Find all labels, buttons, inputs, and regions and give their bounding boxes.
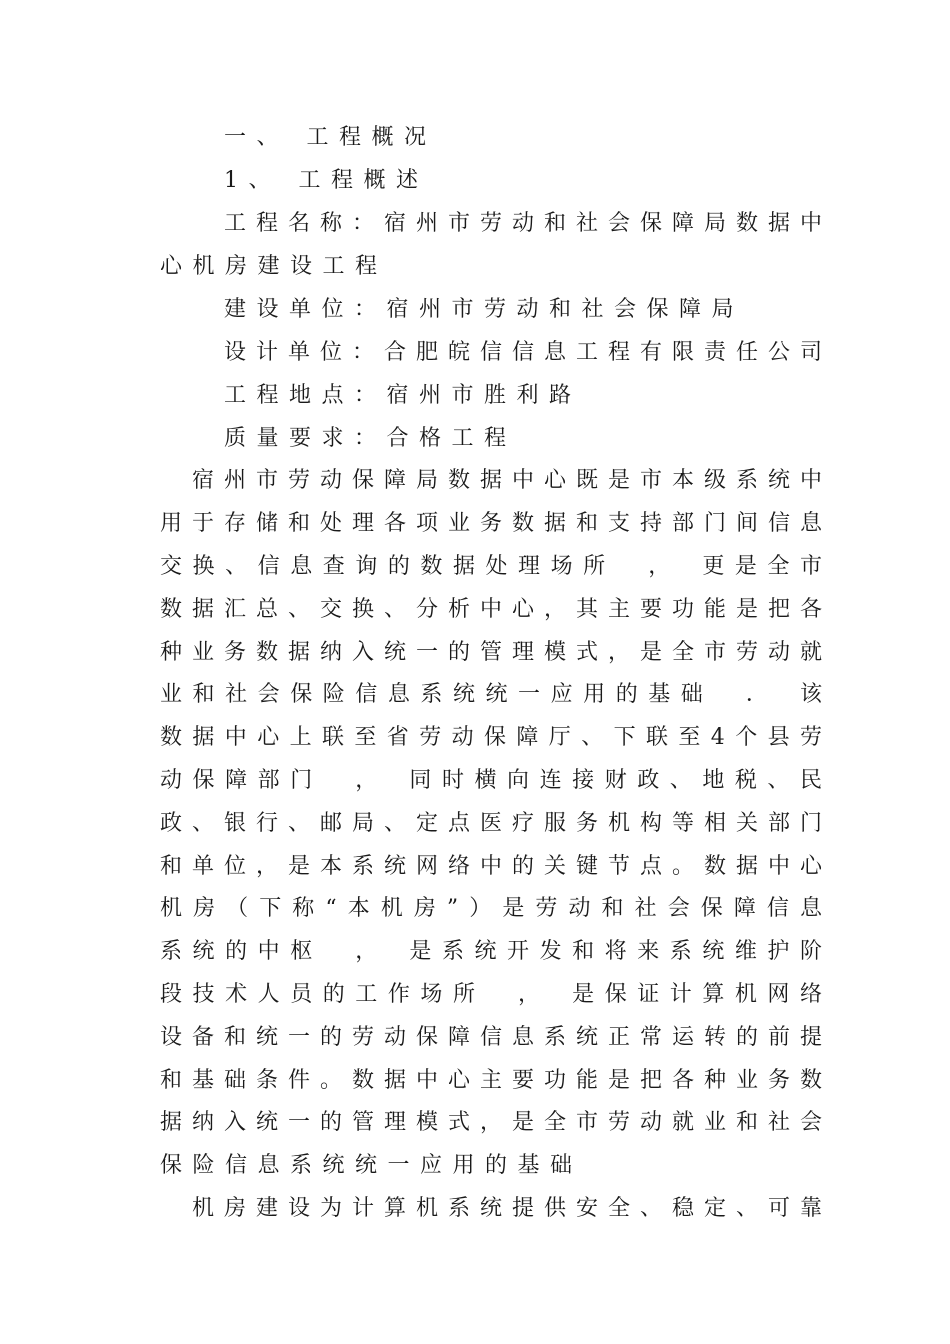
location-line: 工程地点：宿州市胜利路 xyxy=(224,383,582,408)
paragraph-line: 数据汇总、交换、分析中心，其主要功能是把各 xyxy=(160,597,822,622)
project-name-line-1: 工程名称：宿州市劳动和社会保障局数据中 xyxy=(224,211,822,236)
designer-line: 设计单位：合肥皖信信息工程有限责任公司 xyxy=(224,340,822,365)
paragraph-line: 政、银行、邮局、定点医疗服务机构等相关部门 xyxy=(160,811,822,836)
paragraph-line: 业和社会保险信息系统统一应用的基础 ． 该 xyxy=(160,682,822,707)
project-name-line-2: 心机房建设工程 xyxy=(160,254,388,279)
paragraph-line: 动保障部门 ， 同时横向连接财政、地税、民 xyxy=(160,768,822,793)
paragraph-line: 种业务数据纳入统一的管理模式，是全市劳动就 xyxy=(160,640,822,665)
paragraph-line: 系统的中枢 ， 是系统开发和将来系统维护阶 xyxy=(160,939,822,964)
paragraph-line: 据纳入统一的管理模式，是全市劳动就业和社会 xyxy=(160,1110,822,1135)
paragraph-line: 和基础条件。数据中心主要功能是把各种业务数 xyxy=(160,1068,822,1093)
paragraph-line: 和单位，是本系统网络中的关键节点。数据中心 xyxy=(160,854,822,879)
paragraph-2-line: 机房建设为计算机系统提供安全、稳定、可靠 xyxy=(192,1196,822,1221)
paragraph-line: 数据中心上联至省劳动保障厅、下联至4个县劳 xyxy=(160,725,822,750)
paragraph-line: 段技术人员的工作场所 ， 是保证计算机网络 xyxy=(160,982,822,1007)
builder-line: 建设单位：宿州市劳动和社会保障局 xyxy=(224,297,745,322)
subsection-heading: 1、 工程概述 xyxy=(224,168,429,193)
paragraph-line: 设备和统一的劳动保障信息系统正常运转的前提 xyxy=(160,1025,822,1050)
paragraph-line: 交换、信息查询的数据处理场所 ， 更是全市 xyxy=(160,554,822,579)
paragraph-line: 保险信息系统统一应用的基础 xyxy=(160,1153,583,1178)
paragraph-line: 宿州市劳动保障局数据中心既是市本级系统中 xyxy=(192,468,822,493)
section-heading: 一、 工程概况 xyxy=(224,125,437,150)
quality-line: 质量要求：合格工程 xyxy=(224,426,517,451)
paragraph-line: 用于存储和处理各项业务数据和支持部门间信息 xyxy=(160,511,822,536)
paragraph-line: 机房（下称“本机房”）是劳动和社会保障信息 xyxy=(160,896,822,921)
